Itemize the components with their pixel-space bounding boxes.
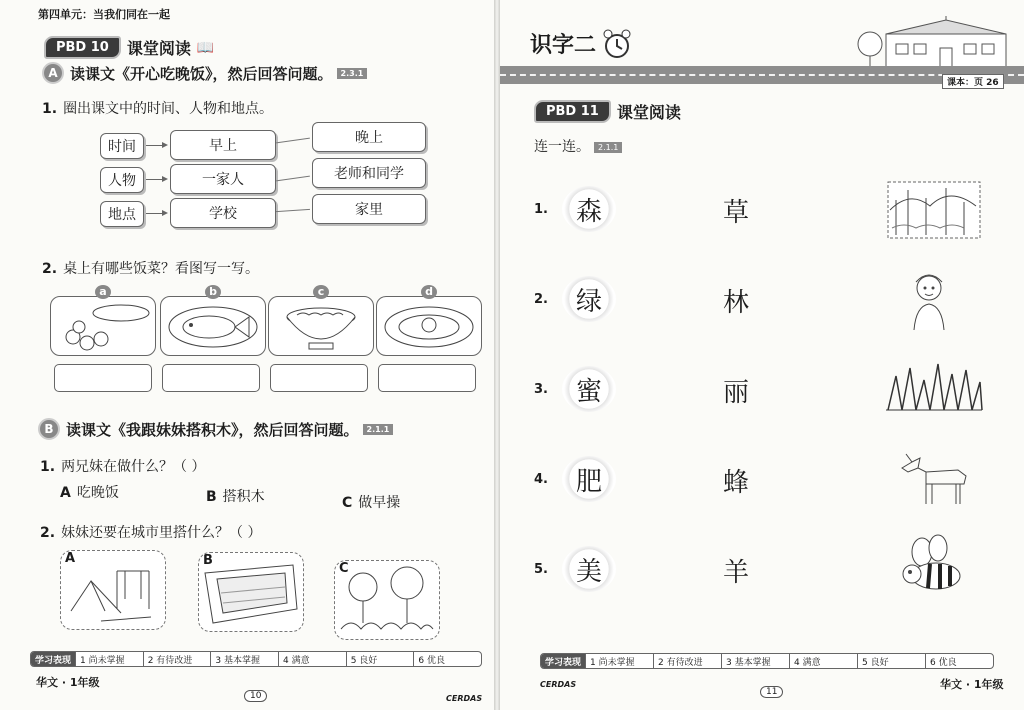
garden-icon <box>335 561 439 639</box>
lesson-title: 识字二 <box>530 33 597 58</box>
performance-bar <box>540 653 994 669</box>
section-marker: B <box>38 418 60 440</box>
level-5[interactable]: 5 良好 <box>347 652 415 666</box>
option-letter: B <box>206 489 217 505</box>
question-number: 2. <box>42 261 58 277</box>
subject-grade: 华文 · 1年级 <box>36 676 100 689</box>
bee-picture[interactable] <box>900 534 970 598</box>
question-a2 <box>42 258 259 278</box>
instruction-text: 连一连。 <box>534 139 590 155</box>
section-a-instruction <box>42 62 367 84</box>
picture-label: a <box>95 285 111 299</box>
pbd-title: 课堂阅读 <box>126 39 191 58</box>
food-picture-a <box>50 285 156 356</box>
page-number: 10 <box>244 690 267 702</box>
answer-option[interactable]: 一家人 <box>170 164 276 194</box>
question-number: 1. <box>40 459 56 475</box>
food-picture-b <box>160 285 266 356</box>
subject-grade: 华文 · 1年级 <box>940 678 1004 691</box>
answer-option[interactable]: 晚上 <box>312 122 426 152</box>
option-text: 搭积木 <box>222 489 265 505</box>
answer-option[interactable]: 家里 <box>312 194 426 224</box>
answer-box-b[interactable] <box>162 364 260 392</box>
level-1[interactable]: 1 尚未掌握 <box>76 652 144 666</box>
row-number: 3. <box>534 382 548 397</box>
question-a1 <box>42 98 273 118</box>
egg-dish-icon <box>377 297 481 355</box>
picture-label: c <box>313 285 329 299</box>
question-number: 1. <box>42 101 58 117</box>
picture-label: b <box>205 285 221 299</box>
option-c[interactable] <box>342 492 400 512</box>
cucumber-icon <box>51 297 155 355</box>
alarm-clock-icon <box>602 29 632 59</box>
section-marker: A <box>42 62 64 84</box>
playground-icon <box>61 551 165 629</box>
level-4[interactable]: 4 满意 <box>279 652 347 666</box>
level-2[interactable]: 2 有待改进 <box>654 654 722 668</box>
category-place: 地点 <box>100 201 144 227</box>
pbd-tag: PBD 10 <box>44 36 121 59</box>
left-page <box>0 0 494 710</box>
left-character[interactable]: 美 <box>562 546 616 592</box>
row-number: 4. <box>534 472 548 487</box>
level-1[interactable]: 1 尚未掌握 <box>586 654 654 668</box>
question-text: 圈出课文中的时间、人物和地点。 <box>63 101 274 117</box>
arrow-icon <box>146 213 166 214</box>
left-character[interactable]: 森 <box>562 186 616 232</box>
level-2[interactable]: 2 有待改进 <box>144 652 212 666</box>
performance-label: 学习表现 <box>541 654 586 668</box>
instruction <box>534 136 622 156</box>
right-character[interactable]: 林 <box>722 288 749 318</box>
connector-line <box>276 138 310 144</box>
instruction-text: 读课文《开心吃晚饭》，然后回答问题。 <box>70 64 333 83</box>
option-text: 吃晚饭 <box>76 485 119 501</box>
page-number: 11 <box>760 686 783 698</box>
row-number: 2. <box>534 292 548 307</box>
category-people: 人物 <box>100 167 144 193</box>
connector-line <box>276 176 310 182</box>
level-3[interactable]: 3 基本掌握 <box>722 654 790 668</box>
level-6[interactable]: 6 优良 <box>930 657 957 668</box>
pbd-title: 课堂阅读 <box>616 103 681 122</box>
question-b1 <box>40 456 206 476</box>
category-time: 时间 <box>100 133 144 159</box>
food-picture-d <box>376 285 482 356</box>
unit-header: 第四单元：当我们同在一起 <box>38 8 170 21</box>
question-text: 妹妹还要在城市里搭什么？（ ） <box>61 525 262 541</box>
question-b2 <box>40 522 262 542</box>
answer-option[interactable]: 早上 <box>170 130 276 160</box>
connector-line <box>276 209 310 212</box>
publisher-logo: CERDAS <box>446 694 483 703</box>
option-letter: A <box>60 485 71 501</box>
section-b-instruction <box>38 418 393 440</box>
level-4[interactable]: 4 满意 <box>790 654 858 668</box>
picture-option-b[interactable] <box>198 552 304 632</box>
right-character[interactable]: 蜂 <box>722 468 749 498</box>
picture-label: d <box>421 285 437 299</box>
left-character[interactable]: 绿 <box>562 276 616 322</box>
picture-label: A <box>65 551 76 566</box>
row-number: 1. <box>534 202 548 217</box>
answer-option[interactable]: 老师和同学 <box>312 158 426 188</box>
goat-picture[interactable] <box>898 444 974 508</box>
fish-dish-icon <box>161 297 265 355</box>
left-character[interactable]: 蜜 <box>562 366 616 412</box>
option-a[interactable] <box>60 482 119 502</box>
instruction-text: 读课文《我跟妹妹搭积木》，然后回答问题。 <box>66 420 359 439</box>
skill-code: 2.3.1 <box>337 68 368 79</box>
swimming-pool-icon <box>199 553 303 631</box>
picture-option-a[interactable] <box>60 550 166 630</box>
textbook-reference: 课本：页 26 <box>942 74 1004 89</box>
book-icon: 📖 <box>196 39 215 56</box>
lesson-title-wrap <box>530 28 632 59</box>
forest-picture[interactable] <box>886 180 982 240</box>
option-letter: C <box>342 495 353 511</box>
level-6[interactable]: 6 优良 <box>418 655 445 666</box>
performance-label: 学习表现 <box>31 652 76 666</box>
grass-picture[interactable] <box>884 362 984 412</box>
answer-option[interactable]: 学校 <box>170 198 276 228</box>
picture-label: B <box>203 553 213 568</box>
girl-picture[interactable] <box>904 266 954 332</box>
skill-code: 2.1.1 <box>363 424 394 435</box>
level-5[interactable]: 5 良好 <box>858 654 926 668</box>
pbd-heading <box>44 36 214 59</box>
picture-option-c[interactable] <box>334 560 440 640</box>
question-text: 桌上有哪些饭菜？看图写一写。 <box>63 261 260 277</box>
school-building-icon <box>856 16 1016 68</box>
pbd-heading <box>534 100 681 123</box>
option-text: 做早操 <box>358 495 401 511</box>
picture-label: C <box>339 561 349 576</box>
performance-bar <box>30 651 482 667</box>
pbd-tag: PBD 11 <box>534 100 611 123</box>
publisher-logo: CERDAS <box>540 680 577 689</box>
row-number: 5. <box>534 562 548 577</box>
question-number: 2. <box>40 525 56 541</box>
answer-box-a[interactable] <box>54 364 152 392</box>
level-3[interactable]: 3 基本掌握 <box>211 652 279 666</box>
right-character[interactable]: 羊 <box>722 558 749 588</box>
arrow-icon <box>146 145 166 146</box>
answer-box-d[interactable] <box>378 364 476 392</box>
left-character[interactable]: 肥 <box>562 456 616 502</box>
answer-box-c[interactable] <box>270 364 368 392</box>
arrow-icon <box>146 179 166 180</box>
option-b[interactable] <box>206 486 265 506</box>
rice-bowl-icon <box>269 297 373 355</box>
right-character[interactable]: 草 <box>722 198 749 228</box>
question-text: 两兄妹在做什么？（ ） <box>61 459 206 475</box>
food-picture-c <box>268 285 374 356</box>
right-page <box>500 0 1024 710</box>
right-character[interactable]: 丽 <box>722 378 749 408</box>
skill-code: 2.1.1 <box>594 142 622 153</box>
